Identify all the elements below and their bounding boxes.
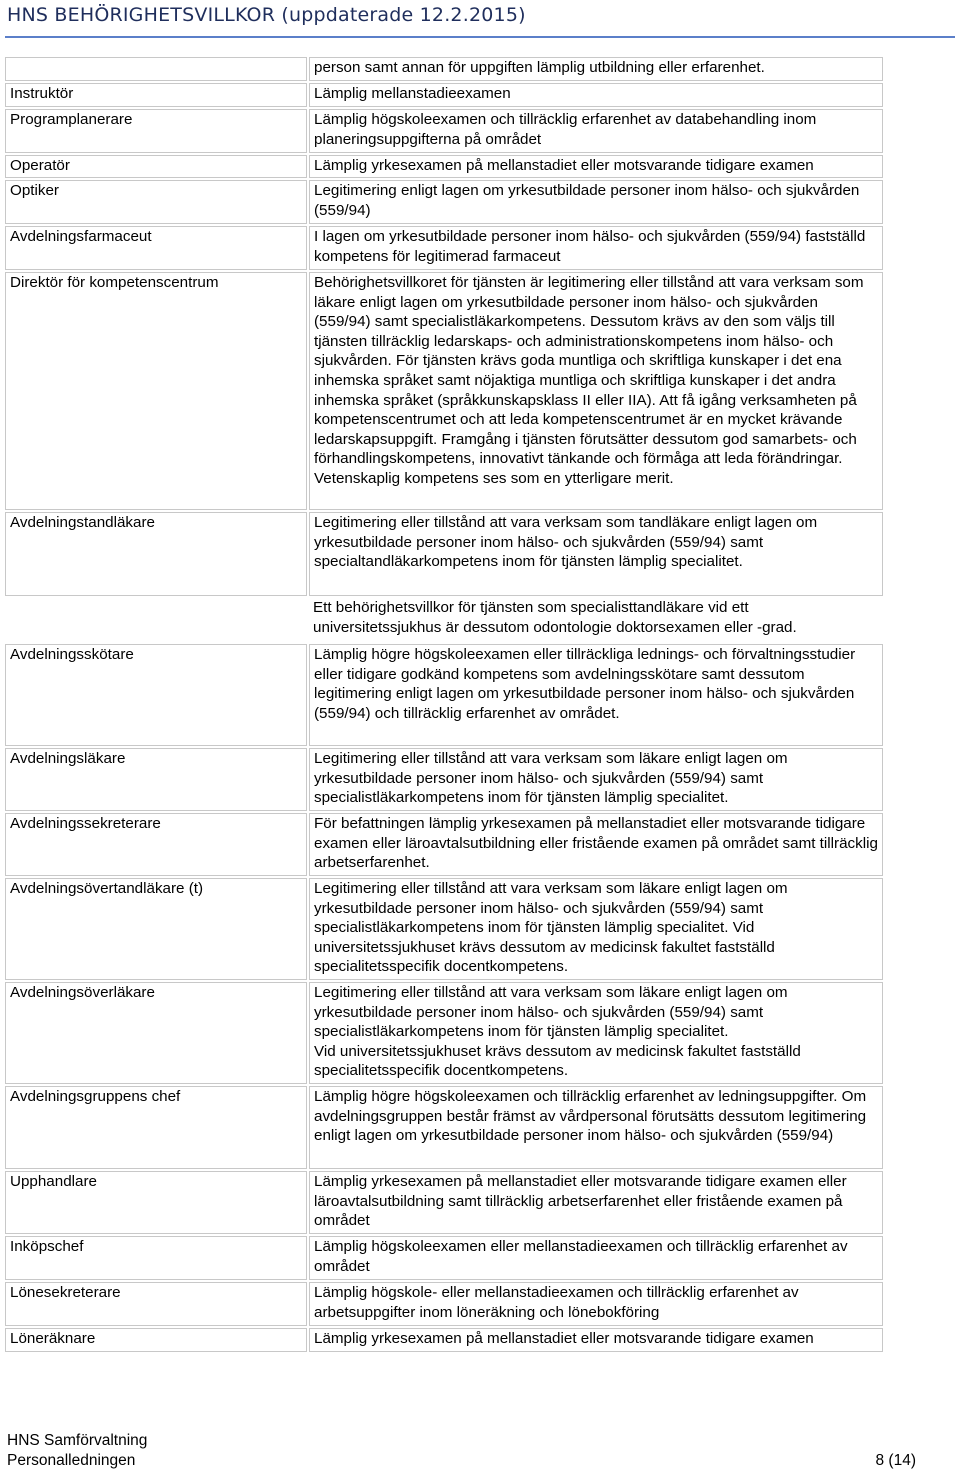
requirement-cell: I lagen om yrkesutbildade personer inom hälso- och sjukvården (559/94) fastställd kompetens för legitimerad farmaceut bbox=[309, 226, 883, 270]
page-number: 8 (14) bbox=[875, 1452, 916, 1469]
job-title-cell: Programplanerare bbox=[5, 109, 307, 153]
job-title-cell bbox=[5, 598, 307, 642]
table-row bbox=[5, 878, 883, 980]
job-title-cell: Optiker bbox=[5, 180, 307, 224]
table-row bbox=[5, 1236, 883, 1280]
requirement-cell: Lämplig högre högskoleexamen och tillräcklig erfarenhet av ledningsuppgifter. Om avdelningsgruppen består främst av vårdpersonal förutsätts dessutom legitimering enligt lagen om yrkesutbildade personer inom hälso- och sjukvården (559/94) bbox=[309, 1086, 883, 1169]
job-title-cell: Lönesekreterare bbox=[5, 1282, 307, 1326]
requirement-cell: person samt annan för uppgiften lämplig utbildning eller erfarenhet. bbox=[309, 57, 883, 81]
job-title-cell: Avdelningsgruppens chef bbox=[5, 1086, 307, 1169]
table-row bbox=[5, 272, 883, 510]
table-row bbox=[5, 1282, 883, 1326]
table-row bbox=[5, 813, 883, 876]
table-row bbox=[5, 226, 883, 270]
job-title-cell: Avdelningsöverläkare bbox=[5, 982, 307, 1084]
table-row bbox=[5, 180, 883, 224]
footer-unit-name: Personalledningen bbox=[7, 1451, 136, 1469]
requirement-cell: Behörighetsvillkoret för tjänsten är legitimering eller tillstånd att vara verksam som läkare enligt lagen om yrkesutbildade personer inom hälso- och sjukvården (559/94) samt specialistläkarkompetens. Dessutom krävs av den som väljs till tjänsten tillräcklig ledarskaps- och administrationskompetens inom hälso- och sjukvården. För tjänsten krävs goda muntliga och skriftliga kunskaper i det ena inhemska språket samt nöjaktiga muntliga och skriftliga kunskaper i det andra inhemska språket (språkkunskapsklass II eller IIA). Att få igång verksamheten på kompetenscentrumet och att leda kompetenscentrumet är en mycket krävande ledarskapsuppgift. Framgång i tjänsten förutsätter dessutom god samarbets- och förhandlingskompetens, innovativt tänkande och förmåga att leda förändringar. Vetenskaplig kompetens ses som en ytterligare merit. bbox=[309, 272, 883, 510]
job-title-cell: Avdelningsfarmaceut bbox=[5, 226, 307, 270]
requirement-cell: Legitimering eller tillstånd att vara verksam som läkare enligt lagen om yrkesutbildade personer inom hälso- och sjukvården (559/94) samt specialistläkarkompetens inom för tjänsten lämplig specialitet. bbox=[309, 748, 883, 811]
table-row bbox=[5, 1171, 883, 1234]
requirement-cell: Lämplig högskoleexamen och tillräcklig erfarenhet av databehandling inom planeringsuppgifterna på området bbox=[309, 109, 883, 153]
job-title-cell: Instruktör bbox=[5, 83, 307, 107]
job-title-cell: Löneräknare bbox=[5, 1328, 307, 1352]
requirement-cell: Lämplig högskole- eller mellanstadieexamen och tillräcklig erfarenhet av arbetsuppgifter inom löneräkning och lönebokföring bbox=[309, 1282, 883, 1326]
requirements-table bbox=[3, 55, 885, 1354]
requirement-cell: Lämplig yrkesexamen på mellanstadiet eller motsvarande tidigare examen bbox=[309, 1328, 883, 1352]
table-row bbox=[5, 1328, 883, 1352]
table-row bbox=[5, 83, 883, 107]
requirement-cell: Legitimering eller tillstånd att vara verksam som läkare enligt lagen om yrkesutbildade personer inom hälso- och sjukvården (559/94) samt specialistläkarkompetens inom för tjänsten lämplig specialitet. Vid universitetssjukhuset krävs dessutom av medicinsk fakultet fastställd specialitetsspecifik docentkompetens. bbox=[309, 878, 883, 980]
table-row bbox=[5, 982, 883, 1084]
footer-organization bbox=[7, 1431, 147, 1470]
job-title-cell: Inköpschef bbox=[5, 1236, 307, 1280]
page-header-title: HNS BEHÖRIGHETSVILLKOR (uppdaterade 12.2.2015) bbox=[7, 4, 526, 26]
requirement-cell: Legitimering eller tillstånd att vara verksam som läkare enligt lagen om yrkesutbildade personer inom hälso- och sjukvården (559/94) samt specialistläkarkompetens inom för tjänsten lämplig specialitet. Vid universitetssjukhuset krävs dessutom av medicinsk fakultet fastställd specialitetsspecifik docentkompetens. bbox=[309, 982, 883, 1084]
job-title-cell: Operatör bbox=[5, 155, 307, 178]
table-row bbox=[5, 644, 883, 746]
requirement-cell: För befattningen lämplig yrkesexamen på mellanstadiet eller motsvarande tidigare examen eller läroavtalsutbildning eller fristående examen på området samt tillräcklig arbetserfarenhet. bbox=[309, 813, 883, 876]
table-row bbox=[5, 57, 883, 81]
table-row bbox=[5, 512, 883, 596]
job-title-cell: Direktör för kompetenscentrum bbox=[5, 272, 307, 510]
job-title-cell: Avdelningssekreterare bbox=[5, 813, 307, 876]
requirement-cell: Lämplig högskoleexamen eller mellanstadieexamen och tillräcklig erfarenhet av området bbox=[309, 1236, 883, 1280]
job-title-cell: Upphandlare bbox=[5, 1171, 307, 1234]
requirement-cell: Legitimering eller tillstånd att vara verksam som tandläkare enligt lagen om yrkesutbildade personer inom hälso- och sjukvården (559/94) samt specialtandläkarkompetens inom för tjänsten lämplig specialitet. bbox=[309, 512, 883, 596]
table-row bbox=[5, 598, 883, 642]
requirement-cell: Legitimering enligt lagen om yrkesutbildade personer inom hälso- och sjukvården (559/94) bbox=[309, 180, 883, 224]
table-row bbox=[5, 1086, 883, 1169]
requirement-cell: Lämplig yrkesexamen på mellanstadiet eller motsvarande tidigare examen eller läroavtalsutbildning samt tillräcklig arbetserfarenhet eller fristående examen på området bbox=[309, 1171, 883, 1234]
job-title-cell: Avdelningsskötare bbox=[5, 644, 307, 746]
table-row bbox=[5, 109, 883, 153]
job-title-cell bbox=[5, 57, 307, 81]
requirement-cell: Ett behörighetsvillkor för tjänsten som specialisttandläkare vid ett universitetssjukhus är dessutom odontologie doktorsexamen eller -grad. bbox=[313, 599, 797, 636]
job-title-cell: Avdelningsövertandläkare (t) bbox=[5, 878, 307, 980]
requirement-cell: Lämplig högre högskoleexamen eller tillräckliga lednings- och förvaltningsstudier eller tidigare godkänd kompetens som avdelningsskötare samt dessutom legitimering enligt lagen om yrkesutbildade personer inom hälso- och sjukvården (559/94) och tillräcklig erfarenhet av området. bbox=[309, 644, 883, 746]
requirement-cell: Lämplig mellanstadieexamen bbox=[309, 83, 883, 107]
job-title-cell: Avdelningstandläkare bbox=[5, 512, 307, 596]
table-row bbox=[5, 748, 883, 811]
job-title-cell: Avdelningsläkare bbox=[5, 748, 307, 811]
requirement-cell: Lämplig yrkesexamen på mellanstadiet eller motsvarande tidigare examen bbox=[309, 155, 883, 178]
table-row bbox=[5, 155, 883, 178]
footer-org-name: HNS Samförvaltning bbox=[7, 1432, 148, 1449]
header-divider bbox=[5, 36, 955, 38]
